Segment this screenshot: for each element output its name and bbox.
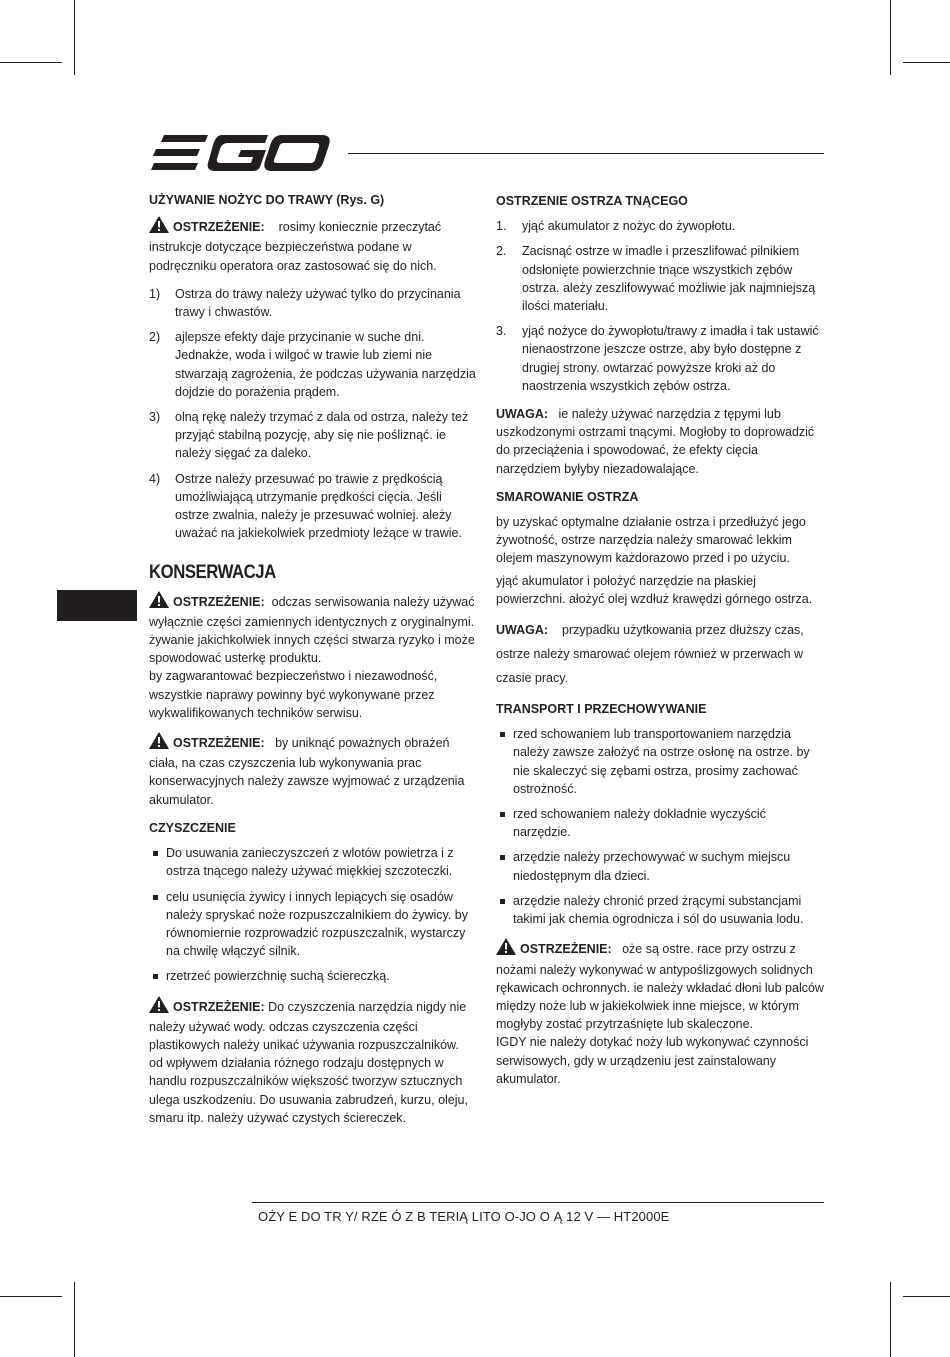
list-item [496,848,826,884]
list-number: 1) [149,286,161,301]
crop-mark [74,0,75,75]
list-number: 3. [496,324,507,339]
list-item [149,328,477,401]
warning-text: rosimy koniecznie przeczytać instrukcje dotyczące bezpieczeństwa podane w podręczniku operatora oraz zastosować się do nich. [149,220,442,273]
ego-logo [150,133,330,173]
warning-text: by uniknąć poważnych obrażeń ciała, na czas czyszczenia lub wykonywania prac konserwacyjnych należy zawsze wyjmować z urządzenia akumulator. [149,736,465,807]
section-heading: UŻYWANIE NOŻYC DO TRAWY (Rys. G) [149,193,385,207]
warning-text: oże są ostre. race przy ostrzu z nożami należy wykonywać w antypoślizgowych solidnych rękawicach ochronnych. ie należy wkładać dłoni lub palców między noże lub w jakiekolwiek inne miejsce, w którym mogłyby zostać przytrzaśnięte lub skaleczone. [496,942,824,1032]
bullet-icon [153,895,158,900]
bullet-list [149,844,477,985]
warning-label: OSTRZEŻENIE: [173,594,265,609]
list-text: Do usuwania zanieczyszczeń z wlotów powietrza i z ostrza tnącego należy używać miękkiej szczoteczki. [166,846,454,879]
bullet-icon [153,974,158,979]
list-item [496,805,826,841]
paragraph-text: by uzyskać optymalne działanie ostrza i przedłużyć jego żywotność, ostrze narzędzia należy smarować lekkim olejem maszynowym każdorazowo przed i po użyciu. [496,515,806,566]
crop-mark [890,0,891,75]
page-footer: OŻY E DO TR Y/ RZE Ó Z B TERIĄ LITO O-JO O Ą 12 V — HT2000E [258,1209,670,1224]
paragraph [496,572,826,608]
bullet-icon [500,812,505,817]
list-text: Ostrza do trawy należy używać tylko do przycinania trawy i chwastów. [175,286,461,320]
warning-label: OSTRZEŻENIE: [173,736,265,751]
list-text: Zacisnąć ostrze w imadle i przeszlifować pilnikiem odsłonięte powierzchnie tnące wszystkich zębów ostrza. ależy zeszlifowywać możliwie jak najmniejszą ilości materiału. [522,244,816,314]
bullet-icon [500,855,505,860]
list-text: yjąć akumulator z nożyc do żywopłotu. [522,219,736,234]
section-heading: SMAROWANIE OSTRZA [496,489,639,504]
warning-paragraph [149,996,477,1127]
warning-label: OSTRZEŻENIE: [173,220,265,235]
header-rule [348,153,824,154]
warning-icon [149,591,169,613]
crop-mark [0,1296,62,1297]
warning-icon [496,938,516,960]
warning-paragraph [149,216,477,275]
list-number: 2) [149,330,161,345]
warning-icon [149,996,169,1018]
list-text: arzędzie należy przechowywać w suchym miejscu niedostępnym dla dzieci. [513,850,791,883]
warning-paragraph [149,732,477,809]
list-number: 2. [496,244,507,259]
warning-icon [149,732,169,754]
list-text: yjąć nożyce do żywopłotu/trawy z imadła i tak ustawić nienaostrzone jeszcze ostrze, aby było dostępne z drugiej strony. owtarzać powyższe kroki aż do naostrzenia wszystkich zębów ostrza. [522,324,819,393]
list-item [496,322,826,395]
list-text: arzędzie należy chronić przed żrącymi substancjami takimi jak chemia ogrodnicza i sól do usuwania lodu. [513,893,804,927]
list-text: rzed schowaniem należy dokładnie wyczyścić narzędzie. [513,807,766,840]
warning-paragraph [496,938,826,1088]
list-item [496,725,826,798]
warning-text: Do czyszczenia narzędzia nigdy nie należy używać wody. odczas czyszczenia części plastikowych należy unikać używania rozpuszczalników. [149,999,467,1052]
list-item [149,967,477,985]
list-text: ajlepsze efekty daje przycinanie w suche dni. Jednakże, woda i wilgoć w trawie lub ziemi nie stwarzają zagrożenia, że podczas używania narzędzia dojdzie do porażenia prądem. [175,330,476,399]
list-text: olną rękę należy trzymać z dala od ostrza, należy też przyjąć stabilną pozycję, aby się nie pośliznąć. ie należy sięgać za daleko. [175,410,469,461]
list-item [149,888,477,961]
note-paragraph [496,618,826,690]
paragraph-text: yjąć akumulator i położyć narzędzie na płaskiej powierzchni. ałożyć olej wzdłuż krawędzi górnego ostrza. [496,573,813,606]
list-item [496,892,826,928]
note-label: UWAGA: [496,623,549,638]
note-text: przypadku użytkowania przez dłuższy czas, ostrze należy smarować olejem również w przerwach w czasie pracy. [496,623,804,686]
right-column [496,192,826,1098]
warning-text: od wpływem działania różnego rodzaju dostępnych w handlu rozpuszczalników większość tworzyw sztucznych ulega uszkodzeniu. Do usuwania zabrudzeń, kurzu, oleju, smaru itp. należy używać czystych ściereczek. [149,1056,468,1125]
numbered-list [496,217,826,395]
warning-text: IGDY nie należy dotykać noży lub wykonywać czynności serwisowych, gdy w urządzeniu jest zainstalowany akumulator. [496,1035,809,1086]
bullet-list [496,725,826,928]
list-item [149,285,477,321]
crop-mark [0,62,62,63]
warning-text: by zagwarantować bezpieczeństwo i niezawodność, wszystkie naprawy powinny być wykonywane przez wykwalifikowanych techników serwisu. [149,669,438,720]
warning-paragraph [149,591,477,722]
list-item [149,844,477,880]
footer-rule [252,1202,824,1203]
bullet-icon [500,899,505,904]
section-heading: OSTRZENIE OSTRZA TNĄCEGO [496,194,688,208]
section-heading: CZYSZCZENIE [149,820,236,835]
crop-mark [74,1282,75,1357]
warning-label: OSTRZEŻENIE: [173,999,265,1014]
crop-mark [903,1296,950,1297]
warning-text: odczas serwisowania należy używać wyłącznie części zamiennych identycznych z oryginalnymi. żywanie jakichkolwiek innych części stwarza ryzyko i może spowodować usterkę produktu. [149,594,475,666]
bullet-icon [153,851,158,856]
list-item [496,217,826,235]
list-number: 1. [496,219,507,234]
crop-mark [890,1282,891,1357]
list-item [149,470,477,543]
note-paragraph [496,405,826,478]
note-label: UWAGA: [496,407,549,422]
paragraph [496,513,826,568]
bullet-icon [500,732,505,737]
language-tab [57,590,137,621]
list-text: rzed schowaniem lub transportowaniem narzędzia należy zawsze założyć na ostrze osłonę na ostrze. by nie skaleczyć się zębami ostrza, prosimy zachować ostrożność. [513,727,810,796]
warning-icon [149,216,169,238]
section-heading: TRANSPORT I PRZECHOWYWANIE [496,702,707,717]
list-item [496,242,826,315]
note-text: ie należy używać narzędzia z tępymi lub uszkodzonymi ostrzami tnącymi. Mogłoby to doprowadzić do przeciążenia i spowodować, że efekty cięcia narzędziem byłyby niezadowalające. [496,407,815,476]
list-text: Ostrze należy przesuwać po trawie z prędkością umożliwiającą utrzymanie prędkości cięcia. Jeśli ostrze zwalnia, należy je przesuwać wolniej. ależy uważać na jakiekolwiek przedmioty leżące w trawie. [175,471,462,541]
list-number: 4) [149,471,161,486]
list-text: celu usunięcia żywicy i innych lepiących się osadów należy spryskać noże rozpuszczalnikiem do żywicy. by równomiernie rozprowadzić rozpuszczalnik, wystarczy na chwilę włączyć silnik. [166,889,468,959]
numbered-list [149,285,477,543]
section-title: KONSERWACJA [149,562,276,584]
list-text: rzetrzeć powierzchnię suchą ściereczką. [166,969,390,984]
crop-mark [903,62,950,63]
list-number: 3) [149,410,161,425]
list-item [149,408,477,463]
left-column [149,191,477,1137]
warning-label: OSTRZEŻENIE: [520,942,612,957]
